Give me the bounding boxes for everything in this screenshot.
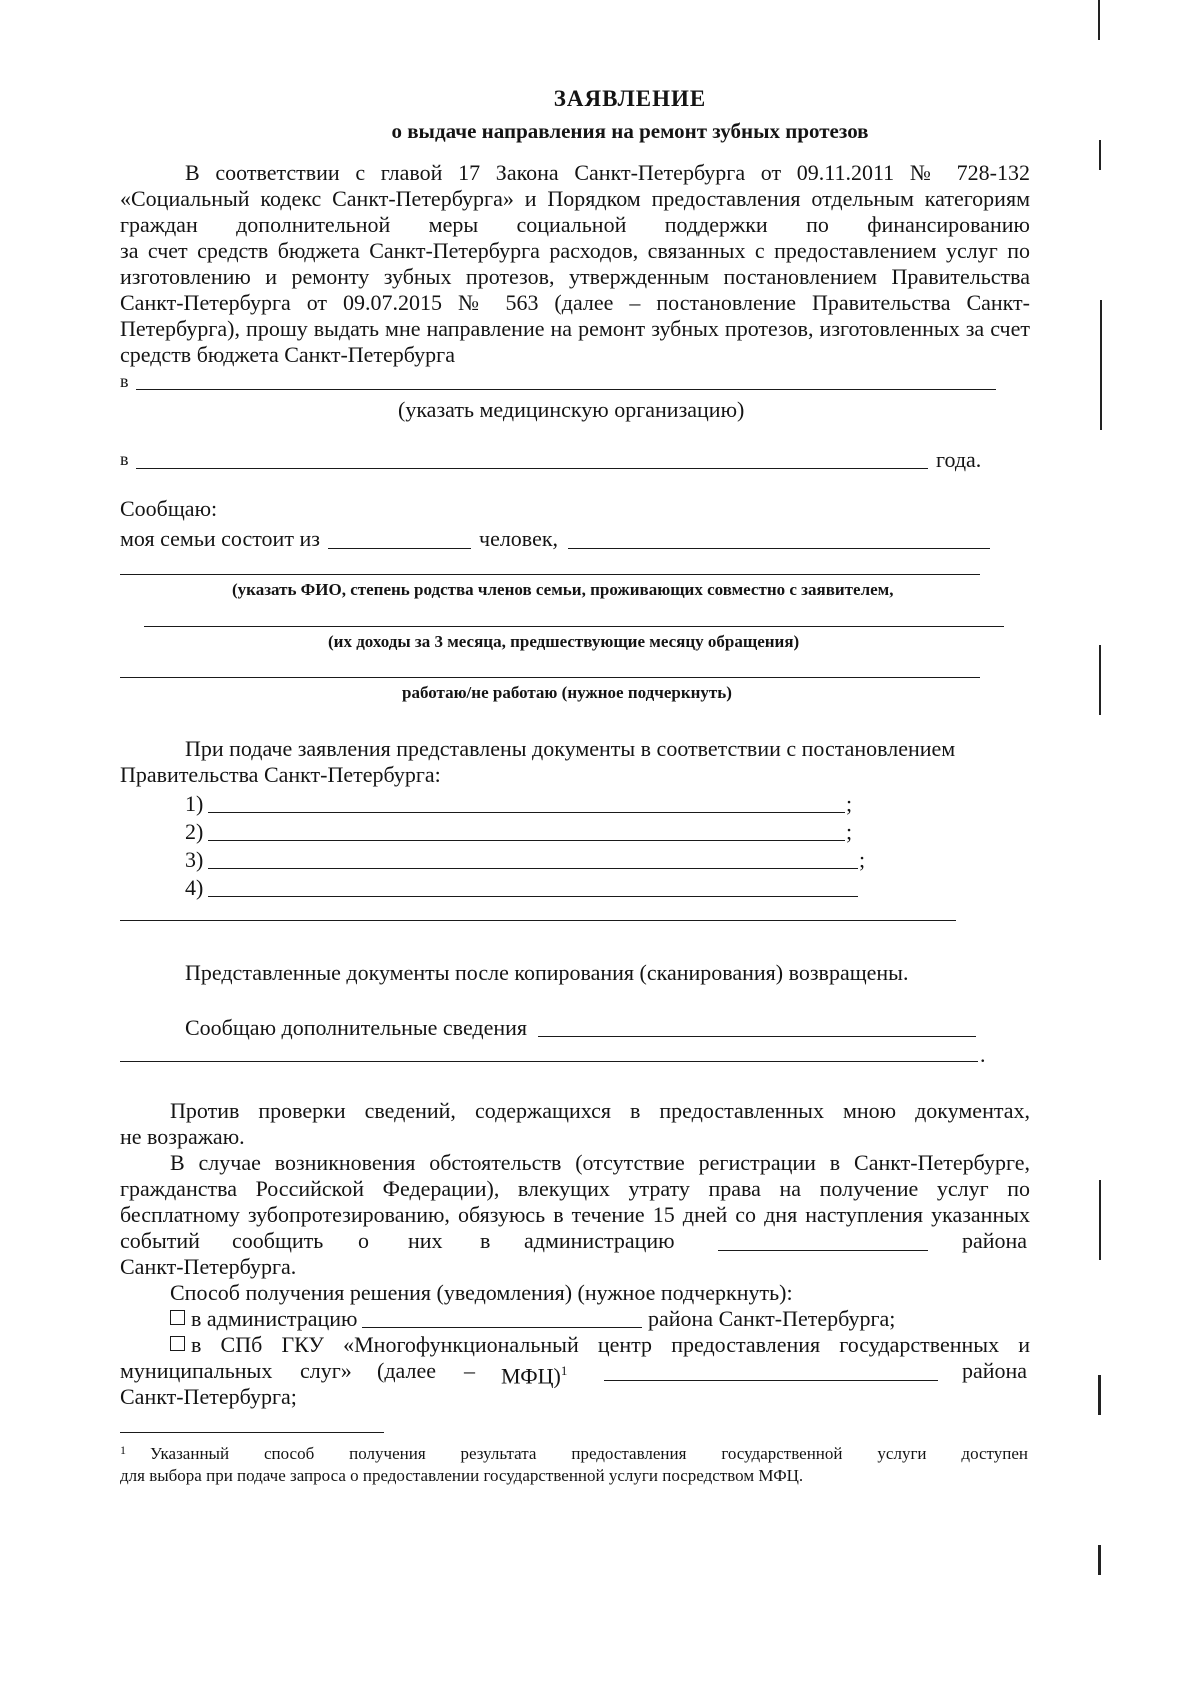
mfc-district-word: района bbox=[962, 1358, 1028, 1383]
documents-returned-text: Представленные документы после копирования (сканирования) возвращены. bbox=[185, 960, 909, 985]
scan-edge-mark bbox=[1099, 645, 1101, 715]
intro-line: В соответствии с главой 17 Закона Санкт-Петербурга от 09.11.2011 № 728-132 bbox=[185, 160, 1030, 185]
family-income-input-line[interactable] bbox=[144, 626, 1004, 627]
scan-edge-mark bbox=[1100, 300, 1102, 430]
documents-intro-line: Правительства Санкт-Петербурга: bbox=[120, 762, 441, 787]
intro-line: изготовлению и ремонту зубных протезов, утвержденным постановлением Правительства bbox=[120, 264, 1030, 289]
method-option-administration[interactable] bbox=[170, 1306, 357, 1332]
family-fio-input-line[interactable] bbox=[120, 574, 980, 575]
intro-line: средств бюджета Санкт-Петербурга bbox=[120, 342, 455, 367]
footnote-line: Указанный способ получения результата предоставления государственной услуги доступен bbox=[150, 1444, 1028, 1463]
work-caption: работаю/не работаю (нужное подчеркнуть) bbox=[402, 683, 732, 702]
intro-line: граждан дополнительной меры социальной поддержки по финансированию bbox=[120, 212, 1030, 237]
additional-info-label: Сообщаю дополнительные сведения bbox=[185, 1015, 528, 1040]
family-size-input-line[interactable] bbox=[328, 548, 471, 549]
mfc-spb-word: Санкт-Петербурга; bbox=[120, 1384, 297, 1409]
mfc-checkbox[interactable] bbox=[170, 1336, 185, 1351]
case-line: В случае возникновения обстоятельств (отсутствие регистрации в Санкт-Петербурге, bbox=[170, 1150, 1030, 1175]
family-work-input-line[interactable] bbox=[120, 677, 980, 678]
people-label: человек, bbox=[479, 526, 559, 551]
mfc-district-input-line[interactable] bbox=[604, 1380, 938, 1381]
district-word: района bbox=[962, 1228, 1028, 1253]
footnote-divider bbox=[120, 1432, 384, 1433]
document-item-semicolon: ; bbox=[859, 847, 866, 872]
option-label: в администрацию bbox=[191, 1306, 358, 1331]
income-caption: (их доходы за 3 месяца, предшествующие месяцу обращения) bbox=[328, 632, 800, 651]
footnote-line: для выбора при подаче запроса о предоставлении государственной услуги посредством МФЦ. bbox=[120, 1466, 804, 1485]
documents-intro-line: При подаче заявления представлены документы в соответствии с постановлением bbox=[185, 736, 956, 761]
scan-edge-mark bbox=[1098, 1545, 1101, 1575]
document-item-semicolon: ; bbox=[846, 819, 853, 844]
method-title: Способ получения решения (уведомления) (нужное подчеркнуть): bbox=[170, 1280, 793, 1305]
mfc-word bbox=[501, 1358, 567, 1389]
document-title: ЗАЯВЛЕНИЕ bbox=[553, 86, 707, 111]
administration-district-input-line[interactable] bbox=[718, 1250, 928, 1251]
case-word: в bbox=[480, 1228, 491, 1253]
mfc-word: (далее bbox=[377, 1358, 436, 1383]
year-input-line[interactable] bbox=[136, 468, 928, 469]
footnote-ref: 1 bbox=[560, 1363, 568, 1378]
document-item-input-line[interactable] bbox=[208, 812, 845, 813]
case-word: администрацию bbox=[524, 1228, 675, 1253]
spb-word: Санкт-Петербурга. bbox=[120, 1254, 297, 1279]
intro-line: «Социальный кодекс Санкт-Петербурга» и Порядком предоставления отдельным категориям bbox=[120, 186, 1030, 211]
document-subtitle: о выдаче направления на ремонт зубных протезов bbox=[391, 119, 869, 143]
documents-extra-input-line[interactable] bbox=[120, 920, 956, 921]
scan-edge-mark bbox=[1099, 140, 1101, 170]
org-input-line[interactable] bbox=[136, 389, 996, 390]
report-label: Сообщаю: bbox=[120, 496, 218, 521]
org-prefix: в bbox=[120, 371, 129, 391]
scan-edge-mark bbox=[1099, 1180, 1101, 1260]
intro-line: за счет средств бюджета Санкт-Петербурга расходов, связанных с предоставлением услуг по bbox=[120, 238, 1030, 263]
option1-district-input-line[interactable] bbox=[362, 1327, 642, 1328]
document-item-semicolon: ; bbox=[846, 791, 853, 816]
mfc-word: – bbox=[464, 1358, 475, 1383]
document-item-number: 2) bbox=[185, 819, 204, 844]
document-item-number: 3) bbox=[185, 847, 204, 872]
administration-checkbox[interactable] bbox=[170, 1310, 185, 1325]
document-item-input-line[interactable] bbox=[208, 868, 858, 869]
intro-line: Петербурга), прошу выдать мне направление на ремонт зубных протезов, изготовленных за счет bbox=[120, 316, 1030, 341]
year-suffix: года. bbox=[936, 447, 982, 472]
fio-caption: (указать ФИО, степень родства членов семьи, проживающих совместно с заявителем, bbox=[232, 580, 894, 599]
case-word: сообщить bbox=[232, 1228, 324, 1253]
family-size-label: моя семьи состоит из bbox=[120, 526, 320, 551]
mfc-abbrev: МФЦ) bbox=[501, 1363, 561, 1389]
additional-info-input-line[interactable] bbox=[538, 1036, 976, 1037]
org-caption: (указать медицинскую организацию) bbox=[398, 397, 745, 422]
case-word: них bbox=[408, 1228, 443, 1253]
option-label: в СПб ГКУ «Многофункциональный центр предоставления государственных и bbox=[191, 1332, 1030, 1357]
case-line: гражданства Российской Федерации), влекущих утрату права на получение услуг по bbox=[120, 1176, 1030, 1201]
footnote-number: 1 bbox=[120, 1443, 126, 1457]
mfc-word: слуг» bbox=[300, 1358, 352, 1383]
scan-edge-mark bbox=[1098, 1375, 1101, 1415]
consent-line: не возражаю. bbox=[120, 1124, 245, 1149]
mfc-word: муниципальных bbox=[120, 1358, 273, 1383]
case-word: о bbox=[358, 1228, 369, 1253]
method-option-mfc[interactable] bbox=[170, 1332, 1030, 1358]
year-prefix: в bbox=[120, 449, 129, 469]
case-line: бесплатному зубопротезированию, обязуюсь в течение 15 дней со дня наступления указанных bbox=[120, 1202, 1030, 1227]
case-word: событий bbox=[120, 1228, 200, 1253]
document-item-input-line[interactable] bbox=[208, 896, 858, 897]
intro-line: Санкт-Петербурга от 09.07.2015 № 563 (далее – постановление Правительства Санкт- bbox=[120, 290, 1030, 315]
additional-info-input-line-2[interactable] bbox=[120, 1061, 978, 1062]
family-members-input-line[interactable] bbox=[568, 548, 990, 549]
consent-line: Против проверки сведений, содержащихся в предоставленных мною документах, bbox=[170, 1098, 1030, 1123]
document-item-number: 4) bbox=[185, 875, 204, 900]
document-item-number: 1) bbox=[185, 791, 204, 816]
document-item-input-line[interactable] bbox=[208, 840, 845, 841]
additional-info-period: . bbox=[980, 1042, 986, 1067]
option1-suffix: района Санкт-Петербурга; bbox=[648, 1306, 896, 1331]
scan-edge-mark bbox=[1098, 0, 1100, 40]
